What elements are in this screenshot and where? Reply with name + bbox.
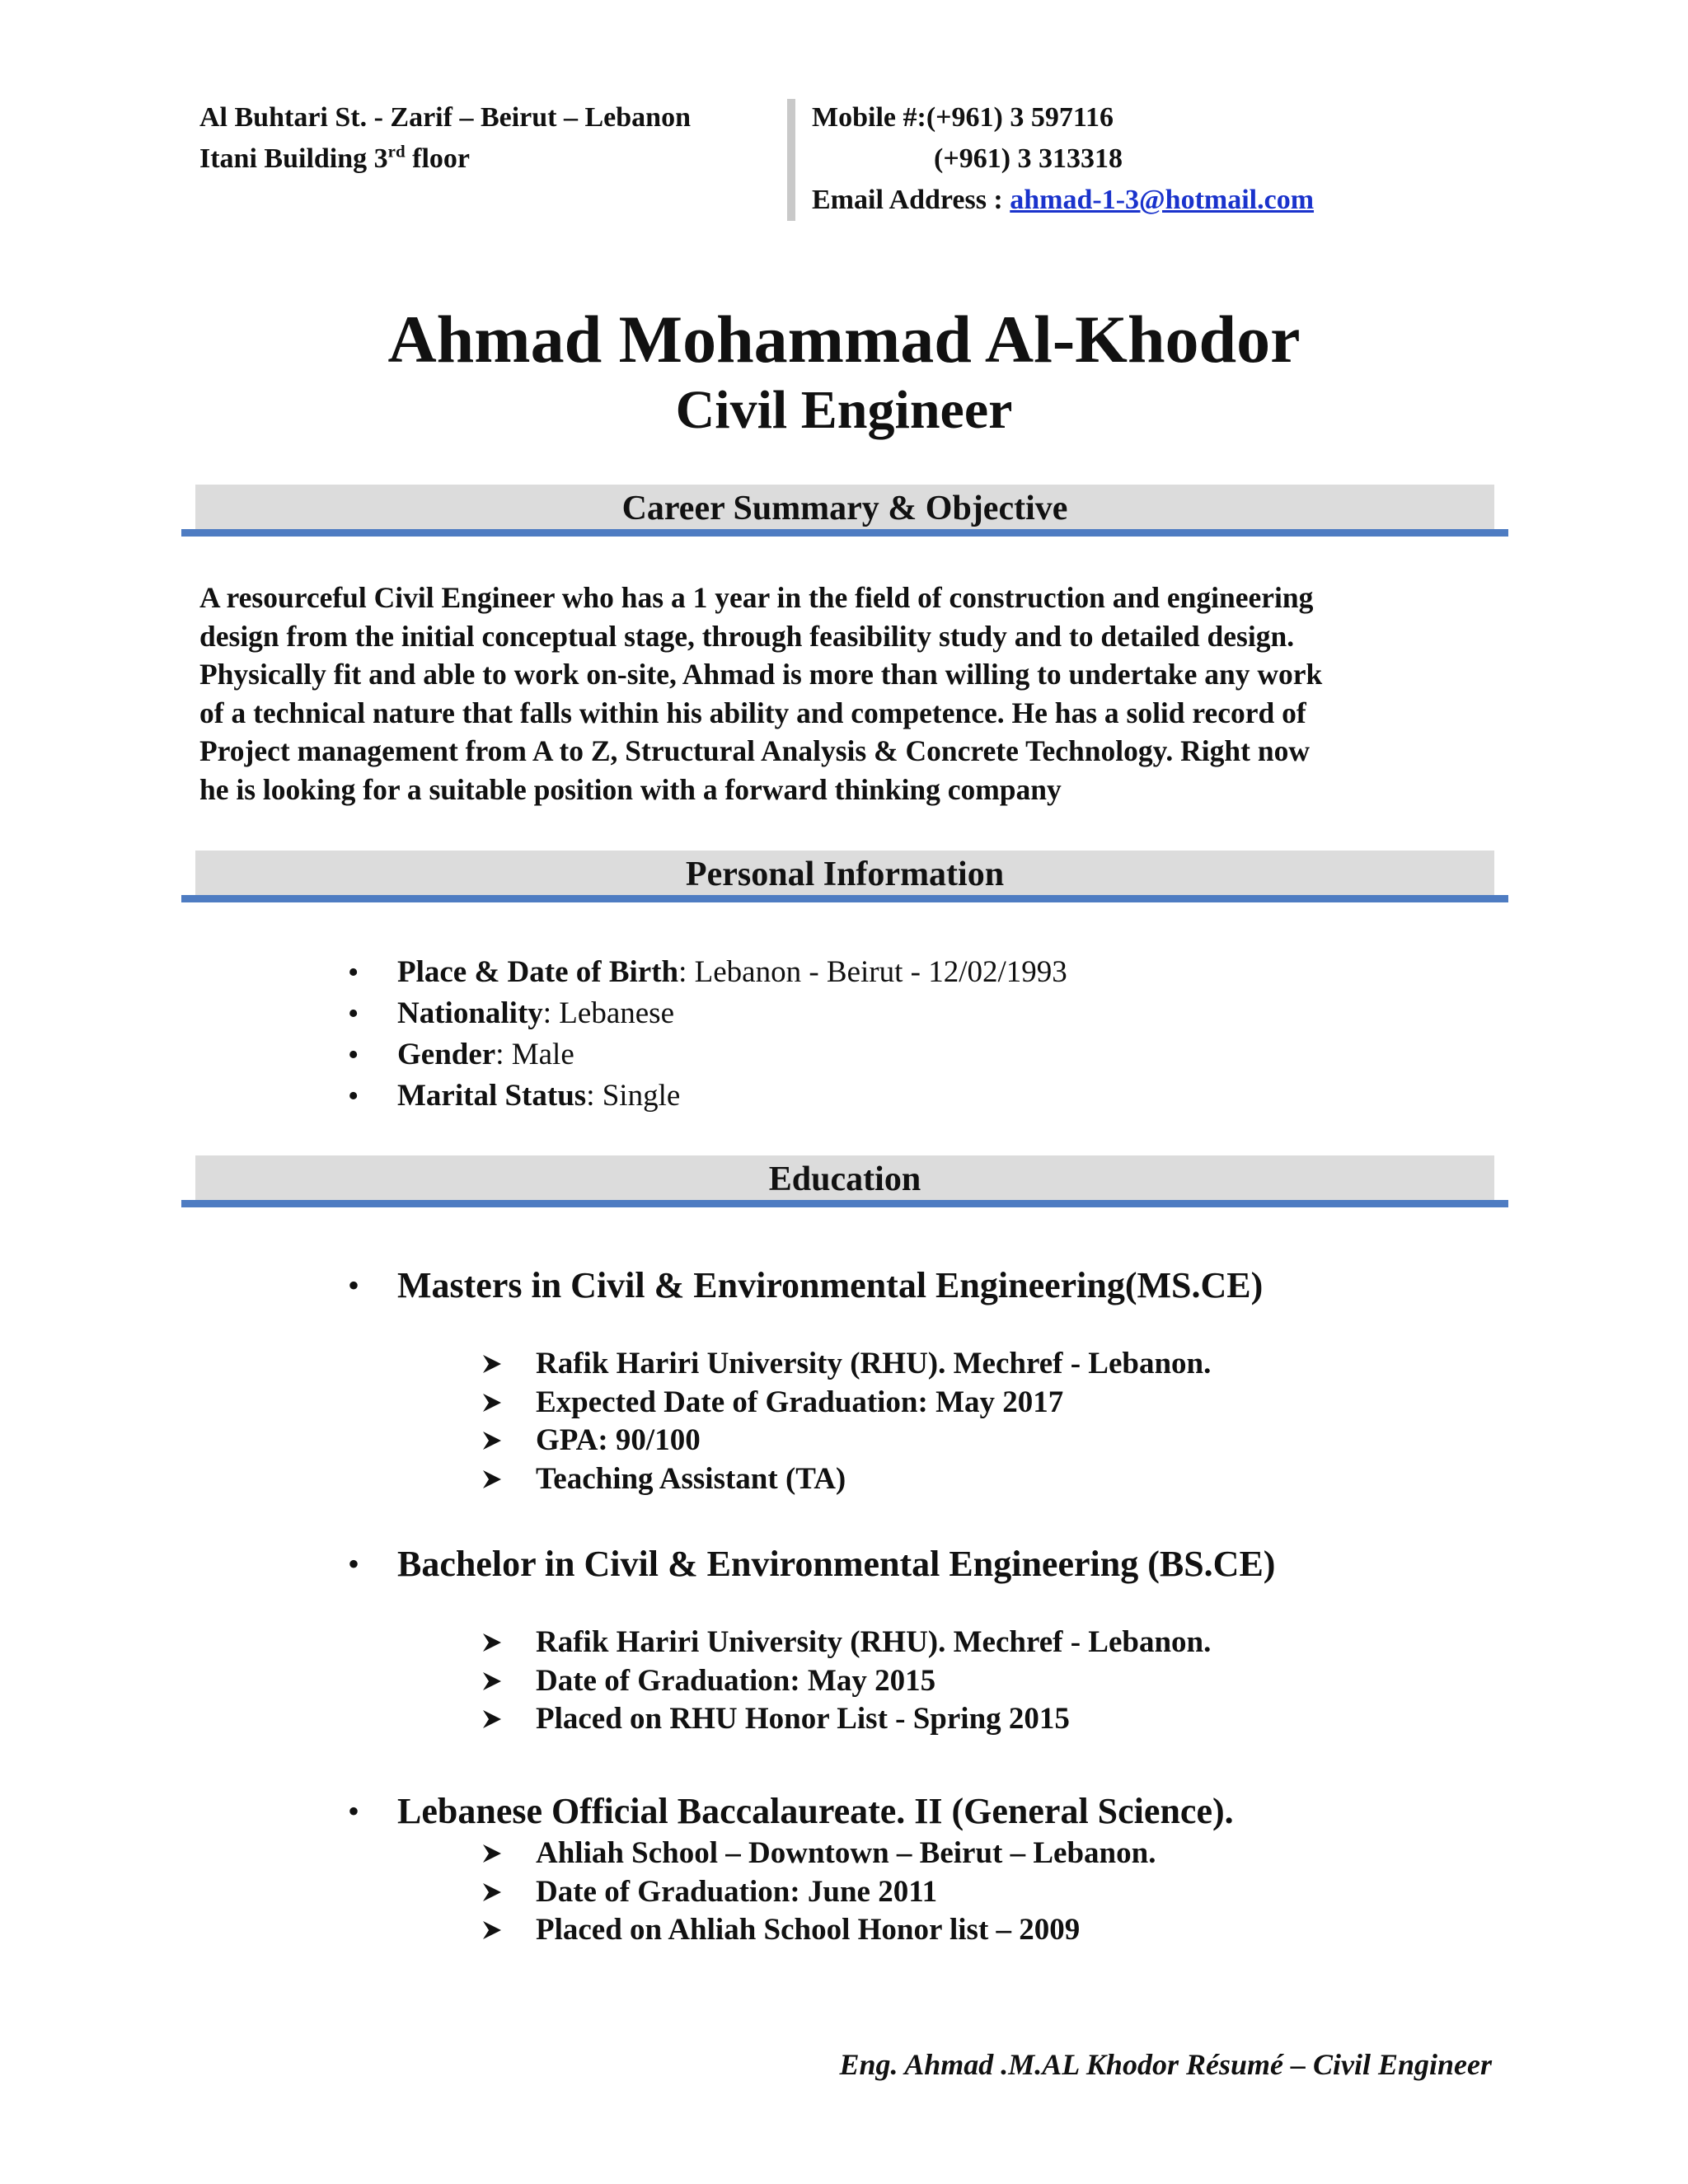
list-item [481,1422,1211,1460]
arrow-bullet-icon [481,1843,503,1864]
summary-line: design from the initial conceptual stage, through feasibility study and to detailed design. [199,619,1295,653]
arrow-bullet-icon [481,1882,503,1903]
mobile-label: Mobile #: [812,102,926,133]
list-item [481,1911,1156,1950]
detail-text: Rafik Hariri University (RHU). Mechref - Lebanon. [536,1347,1212,1380]
arrow-bullet-icon [481,1671,503,1692]
section-header-summary [181,485,1508,537]
list-item [340,1034,1067,1076]
summary-line: he is looking for a suitable position with a forward thinking company [199,772,1062,806]
section-title-summary: Career Summary & Objective [621,490,1068,527]
list-item [481,1700,1211,1739]
info-key: Nationality [397,996,543,1030]
list-item [340,993,1067,1034]
list-item [481,1384,1211,1422]
email-line [812,180,1314,221]
page-footer: Eng. Ahmad .M.AL Khodor Résumé – Civil Engineer [839,2048,1492,2081]
info-value: : Male [495,1038,574,1071]
mobile-number-1: (+961) 3 597116 [926,102,1114,133]
degree-bachelor: • Bachelor in Civil & Environmental Engineering (BS.CE) [340,1541,1275,1587]
bachelor-details [481,1624,1211,1739]
detail-text: Placed on RHU Honor List - Spring 2015 [536,1702,1070,1736]
mobile-number-2: (+961) 3 313318 [934,143,1123,174]
list-item [481,1345,1211,1384]
info-key: Marital Status [397,1079,587,1113]
arrow-bullet-icon [481,1708,503,1730]
contact-block [812,97,1314,221]
list-item [340,952,1067,993]
section-title-personal: Personal Information [685,855,1005,893]
detail-text: Ahliah School – Downtown – Beirut – Lebanon. [536,1836,1156,1870]
email-link[interactable]: ahmad-1-3@hotmail.com [1010,185,1315,215]
address-floor-suffix: rd [387,141,406,162]
info-key: Place & Date of Birth [397,955,679,989]
summary-line: Physically fit and able to work on-site, Ahmad is more than willing to undertake any work [199,658,1323,691]
detail-text: Date of Graduation: June 2011 [536,1874,938,1909]
job-title: Civil Engineer [675,380,1013,440]
list-item [481,1624,1211,1662]
address-building: Itani Building 3 [199,143,388,174]
detail-text: Placed on Ahliah School Honor list – 2009 [536,1913,1081,1947]
address-line-1: Al Buhtari St. - Zarif – Beirut – Lebanon [199,102,691,133]
address-block [199,97,691,180]
detail-text: GPA: 90/100 [536,1423,701,1457]
contact-divider [787,99,795,221]
list-item [481,1835,1156,1873]
info-value: : Lebanese [542,996,675,1030]
degree-baccalaureate: • Lebanese Official Baccalaureate. II (General Science). [340,1788,1234,1835]
summary-line: Project management from A to Z, Structural Analysis & Concrete Technology. Right now [199,734,1310,767]
list-item [481,1662,1211,1701]
masters-details [481,1345,1211,1498]
arrow-bullet-icon [481,1430,503,1451]
section-header-personal [181,851,1508,903]
degree-masters: • Masters in Civil & Environmental Engineering(MS.CE) [340,1263,1263,1309]
detail-text: Rafik Hariri University (RHU). Mechref - Lebanon. [536,1625,1212,1659]
email-label: Email Address : [812,185,1010,215]
personal-info-list [340,952,1067,1117]
arrow-bullet-icon [481,1353,503,1375]
info-value: : Lebanon - Beirut - 12/02/1993 [678,955,1067,989]
section-title-education: Education [768,1160,921,1198]
detail-text: Teaching Assistant (TA) [536,1461,846,1496]
arrow-bullet-icon [481,1392,503,1413]
mobile-line [812,97,1314,138]
arrow-bullet-icon [481,1919,503,1941]
info-value: : Single [586,1079,681,1113]
summary-line: of a technical nature that falls within his ability and competence. He has a solid record of [199,696,1306,729]
list-item [340,1076,1067,1117]
list-item [481,1460,1211,1499]
candidate-name: Ahmad Mohammad Al-Khodor [387,302,1301,377]
baccalaureate-details [481,1835,1156,1950]
summary-line: A resourceful Civil Engineer who has a 1 year in the field of construction and engineering [199,581,1314,614]
address-line-2 [199,138,691,180]
career-summary [199,579,1518,808]
detail-text: Date of Graduation: May 2015 [536,1663,936,1698]
detail-text: Expected Date of Graduation: May 2017 [536,1385,1064,1419]
arrow-bullet-icon [481,1632,503,1653]
arrow-bullet-icon [481,1469,503,1490]
list-item [481,1873,1156,1912]
section-header-education [181,1155,1508,1208]
info-key: Gender [397,1038,496,1071]
address-floor: floor [405,143,471,174]
